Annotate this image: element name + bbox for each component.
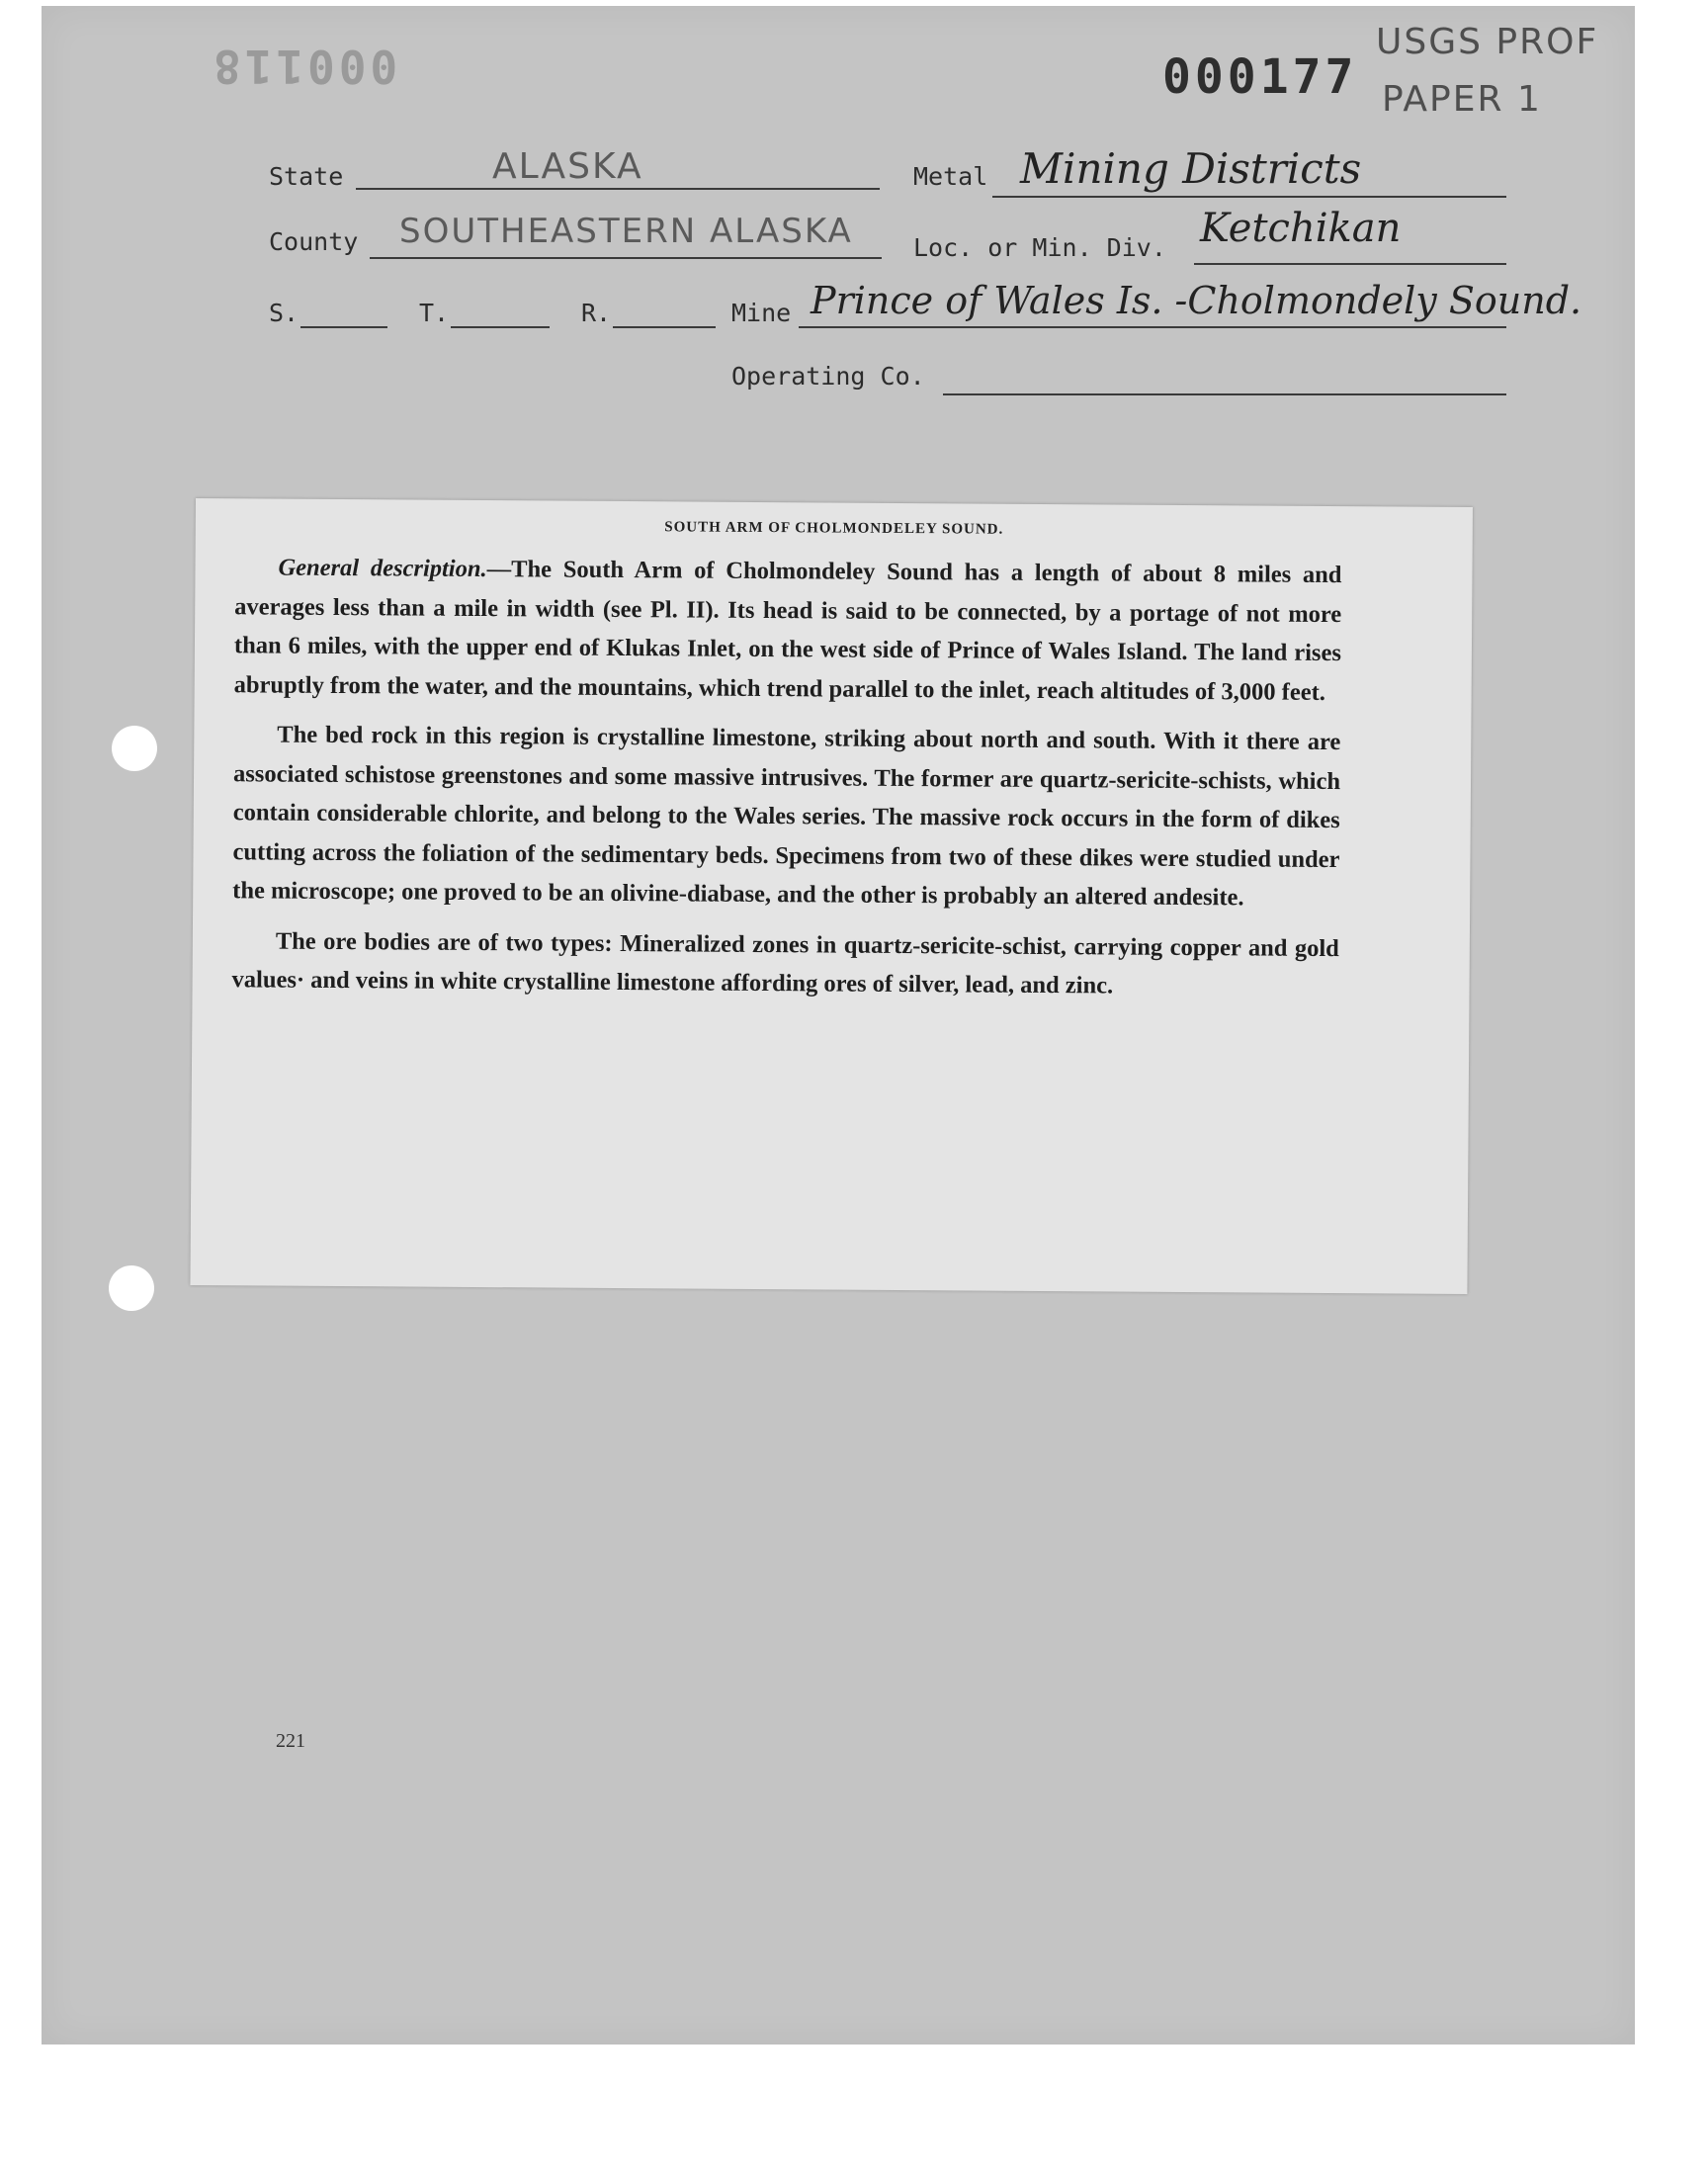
mine-value: Prince of Wales Is. -Cholmondely Sound. (811, 279, 1582, 322)
clipping-body (231, 548, 1341, 1017)
county-value: SOUTHEASTERN ALASKA (399, 212, 853, 251)
state-label: State (269, 162, 344, 191)
township-label: T. (419, 299, 450, 327)
state-rule (356, 188, 880, 190)
metal-label: Metal (913, 162, 988, 191)
clipping-heading: SOUTH ARM OF CHOLMONDELEY SOUND. (664, 519, 1004, 538)
general-description-lead: General description. (278, 554, 487, 583)
series-label-line1: USGS PROF (1376, 22, 1599, 62)
range-rule (613, 326, 716, 328)
printed-clipping (190, 498, 1473, 1294)
county-rule (370, 257, 882, 259)
locdiv-rule (1194, 263, 1506, 265)
general-description-text: —The South Arm of Cholmondeley Sound has a length of about 8 miles and averages less than a mile in width (see Pl. II). Its head is said to be connected, by a portage of not more than 6 miles, with the upper end of Klukas Inlet, on the west side of Prince of Wales Island. The land rises abruptly from the water, and the mountains, which trend parallel to the inlet, reach altitudes of 3,000 feet. (233, 556, 1342, 706)
mine-label: Mine (731, 299, 792, 327)
locdiv-label: Loc. or Min. Div. (913, 233, 1166, 262)
metal-value: Mining Districts (1020, 144, 1362, 193)
paragraph-bed-rock: The bed rock in this region is crystalline limestone, striking about north and south. With it there are associated schistose greenstones and some massive intrusives. The former are quartz-sericite-schists, which contain considerable chlorite, and belong to the Wales series. The massive rock occurs in the form of dikes cutting across the foliation of the sedimentary beds. Specimens from two of these dikes were studied under the microscope; one proved to be an olivine-diabase, and the other is probably an altered andesite. (232, 721, 1341, 912)
mine-rule (799, 326, 1506, 328)
page-number: 221 (276, 1730, 305, 1752)
locdiv-value: Ketchikan (1200, 206, 1402, 251)
range-label: R. (581, 299, 612, 327)
section-label: S. (269, 299, 299, 327)
state-value: ALASKA (492, 146, 643, 187)
punch-hole-bottom (109, 1265, 154, 1311)
paragraph-ore-bodies: The ore bodies are of two types: Mineralized zones in quartz-sericite-schist, carrying copper and gold values· and veins in white crystalline limestone affording ores of silver, lead, and zinc. (231, 927, 1339, 1000)
faded-stamp-number: 000118 (210, 40, 398, 93)
operating-co-label: Operating Co. (731, 362, 925, 391)
operating-co-rule (943, 393, 1506, 395)
paragraph-general-description (234, 548, 1342, 712)
township-rule (451, 326, 550, 328)
series-label-line2: PAPER 1 (1382, 79, 1542, 120)
section-rule (300, 326, 387, 328)
punch-hole-top (112, 726, 157, 771)
county-label: County (269, 227, 359, 256)
stamp-number: 000177 (1162, 49, 1358, 105)
metal-rule (992, 196, 1506, 198)
